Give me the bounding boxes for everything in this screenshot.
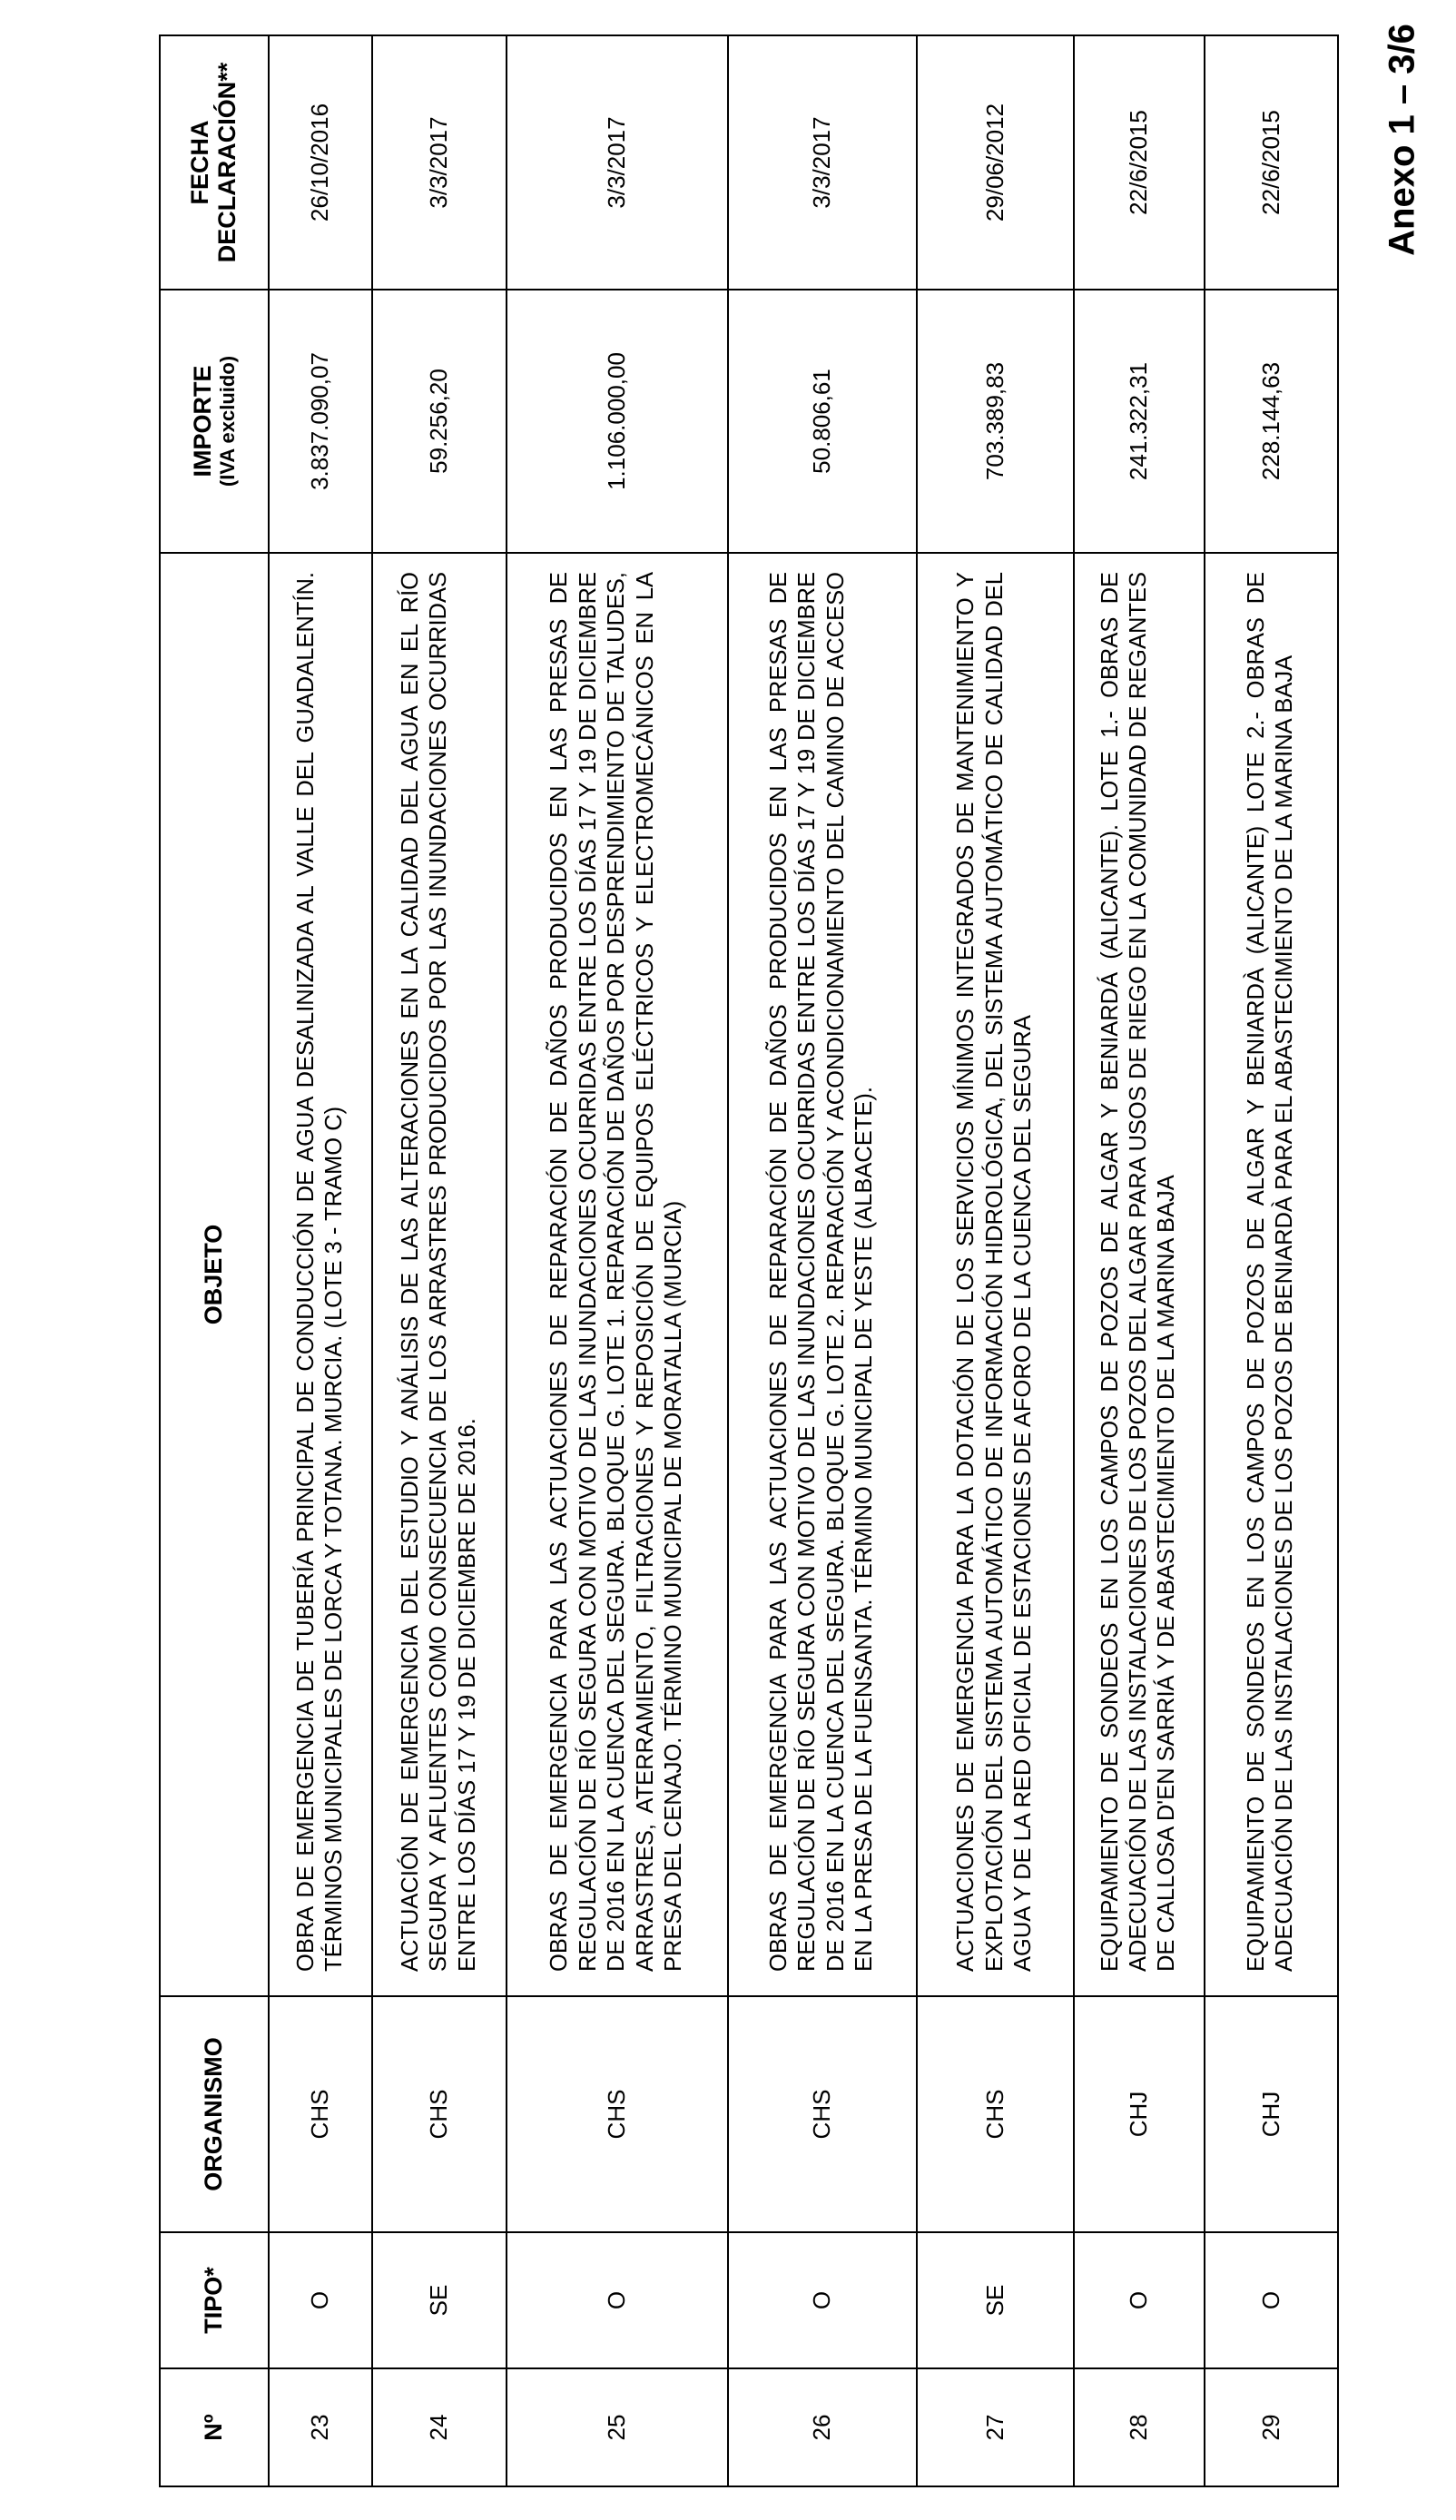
- row-objeto: EQUIPAMIENTO DE SONDEOS EN LOS CAMPOS DE POZOS DE ALGAR Y BENIARDÀ (ALICANTE) LOTE 2.- OBRAS DE ADECUACIÓN DE LAS INSTALACIONES DE LOS POZOS DE BENIARDÀ PARA EL ABASTECIMIENTO DE LA MARINA BAJA: [1205, 553, 1338, 1996]
- row-organismo: CHS: [917, 1996, 1074, 2232]
- row-fecha: 22/6/2015: [1074, 35, 1205, 290]
- table-row: [917, 35, 1074, 2486]
- row-organismo: CHJ: [1074, 1996, 1205, 2232]
- row-fecha: 29/06/2012: [917, 35, 1074, 290]
- row-objeto: OBRAS DE EMERGENCIA PARA LAS ACTUACIONES DE REPARACIÓN DE DAÑOS PRODUCIDOS EN LAS PRESAS DE REGULACIÓN DE RÍO SEGURA CON MOTIVO DE LAS INUNDACIONES OCURRIDAS ENTRE LOS DÍAS 17 Y 19 DE DICIEMBRE DE 2016 EN LA CUENCA DEL SEGURA. BLOQUE G. LOTE 1. REPARACIÓN DE DAÑOS POR DESPRENDIMIENTO DE TALUDES, ARRASTRES, ATERRAMIENTO, FILTRACIONES Y REPOSICIÓN DE EQUIPOS ELÉCTRICOS Y ELECTROMECÁNICOS EN LA PRESA DEL CENAJO. TÉRMINO MUNICIPAL DE MORATALLA (MURCIA): [507, 553, 728, 1996]
- row-fecha: 22/6/2015: [1205, 35, 1338, 290]
- row-num: 25: [507, 2368, 728, 2486]
- row-objeto: OBRAS DE EMERGENCIA PARA LAS ACTUACIONES DE REPARACIÓN DE DAÑOS PRODUCIDOS EN LAS PRESAS DE REGULACIÓN DE RÍO SEGURA CON MOTIVO DE LAS INUNDACIONES OCURRIDAS ENTRE LOS DÍAS 17 Y 19 DE DICIEMBRE DE 2016 EN LA CUENCA DEL SEGURA. BLOQUE G. LOTE 2. REPARACIÓN Y ACONDICIONAMIENTO DEL CAMINO DE ACCESO EN LA PRESA DE LA FUENSANTA. TÉRMINO MUNICIPAL DE YESTE (ALBACETE).: [728, 553, 917, 1996]
- page-title-block: [1362, 4, 1443, 276]
- row-num: 23: [269, 2368, 372, 2486]
- row-organismo: CHS: [372, 1996, 507, 2232]
- row-importe: 1.106.000,00: [507, 290, 728, 553]
- table-row: [507, 35, 728, 2486]
- annex-table-container: [159, 36, 1339, 2487]
- row-importe: 703.389,83: [917, 290, 1074, 553]
- header-tipo: TIPO*: [160, 2232, 269, 2368]
- row-importe: 3.837.090,07: [269, 290, 372, 553]
- header-fecha: [160, 35, 269, 290]
- row-fecha: 26/10/2016: [269, 35, 372, 290]
- table-row: [728, 35, 917, 2486]
- header-fecha-line2: DECLARACIÓN**: [213, 62, 241, 263]
- table-row: [269, 35, 372, 2486]
- annex-table: [159, 34, 1339, 2487]
- table-row: [372, 35, 507, 2486]
- row-objeto: EQUIPAMIENTO DE SONDEOS EN LOS CAMPOS DE POZOS DE ALGAR Y BENIARDÁ (ALICANTE). LOTE 1.- OBRAS DE ADECUACIÓN DE LAS INSTALACIONES DE LOS POZOS DEL ALGAR PARA USOS DE RIEGO EN LA COMUNIDAD DE REGANTES DE CALLOSA D'EN SARRIÁ Y DE ABASTECIMIENTO DE LA MARINA BAJA: [1074, 553, 1205, 1996]
- header-fecha-line1: FECHA: [186, 120, 214, 205]
- header-num: Nº: [160, 2368, 269, 2486]
- row-organismo: CHS: [728, 1996, 917, 2232]
- row-fecha: 3/3/2017: [728, 35, 917, 290]
- row-num: 24: [372, 2368, 507, 2486]
- table-header-row: [160, 35, 269, 2486]
- row-organismo: CHS: [269, 1996, 372, 2232]
- row-tipo: O: [507, 2232, 728, 2368]
- row-importe: 59.256,20: [372, 290, 507, 553]
- row-tipo: O: [1205, 2232, 1338, 2368]
- row-importe: 50.806,61: [728, 290, 917, 553]
- row-tipo: O: [728, 2232, 917, 2368]
- row-num: 28: [1074, 2368, 1205, 2486]
- row-objeto: OBRA DE EMERGENCIA DE TUBERÍA PRINCIPAL DE CONDUCCIÓN DE AGUA DESALINIZADA AL VALLE DEL GUADALENTÍN. TÉRMINOS MUNICIPALES DE LORCA Y TOTANA. MURCIA. (LOTE 3 - TRAMO C): [269, 553, 372, 1996]
- row-organismo: CHJ: [1205, 1996, 1338, 2232]
- row-num: 29: [1205, 2368, 1338, 2486]
- row-tipo: SE: [917, 2232, 1074, 2368]
- page-title: Anexo 1 – 3/6: [1382, 24, 1422, 256]
- row-num: 26: [728, 2368, 917, 2486]
- header-importe-line1: IMPORTE: [189, 365, 217, 477]
- table-row: [1205, 35, 1338, 2486]
- row-importe: 241.322,31: [1074, 290, 1205, 553]
- row-fecha: 3/3/2017: [507, 35, 728, 290]
- header-importe: [160, 290, 269, 553]
- row-objeto: ACTUACIÓN DE EMERGENCIA DEL ESTUDIO Y ANÁLISIS DE LAS ALTERACIONES EN LA CALIDAD DEL AGUA EN EL RÍO SEGURA Y AFLUENTES COMO CONSECUENCIA DE LOS ARRASTRES PRODUCIDOS POR LAS INUNDACIONES OCURRIDAS ENTRE LOS DÍAS 17 Y 19 DE DICIEMBRE DE 2016.: [372, 553, 507, 1996]
- header-objeto: OBJETO: [160, 553, 269, 1996]
- row-objeto: ACTUACIONES DE EMERGENCIA PARA LA DOTACIÓN DE LOS SERVICIOS MÍNIMOS INTEGRADOS DE MANTENIMIENTO Y EXPLOTACIÓN DEL SISTEMA AUTOMÁTICO DE INFORMACIÓN HIDROLÓGICA, DEL SISTEMA AUTOMÁTICO DE CALIDAD DEL AGUA Y DE LA RED OFICIAL DE ESTACIONES DE AFORO DE LA CUENCA DEL SEGURA: [917, 553, 1074, 1996]
- row-tipo: SE: [372, 2232, 507, 2368]
- row-organismo: CHS: [507, 1996, 728, 2232]
- row-tipo: O: [269, 2232, 372, 2368]
- header-importe-line2: (IVA excluido): [215, 355, 239, 487]
- row-num: 27: [917, 2368, 1074, 2486]
- header-organismo: ORGANISMO: [160, 1996, 269, 2232]
- row-tipo: O: [1074, 2232, 1205, 2368]
- table-row: [1074, 35, 1205, 2486]
- row-fecha: 3/3/2017: [372, 35, 507, 290]
- row-importe: 228.144,63: [1205, 290, 1338, 553]
